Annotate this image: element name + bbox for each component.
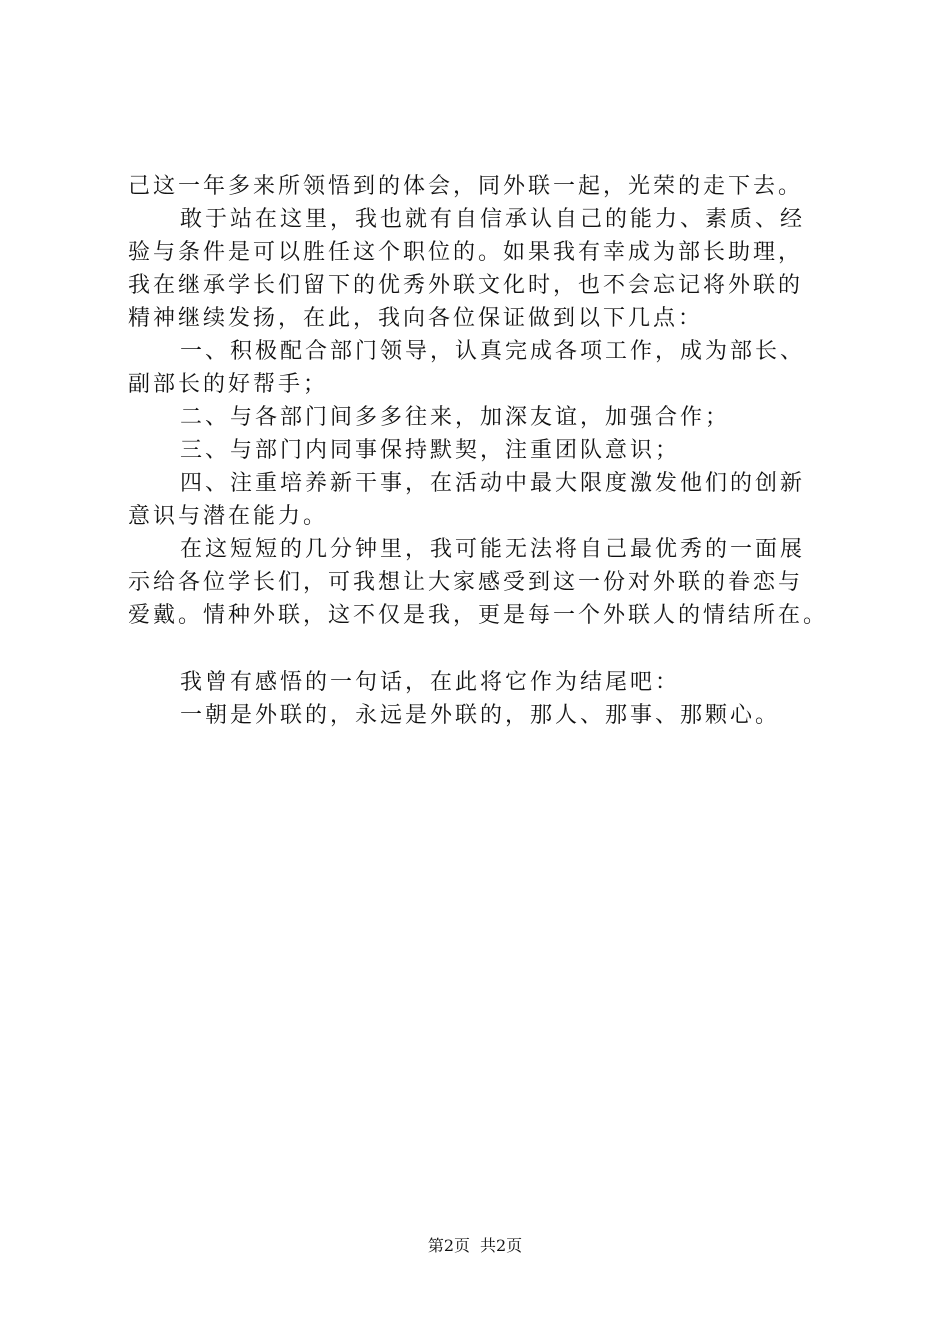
text-line: 我曾有感悟的一句话，在此将它作为结尾吧： — [180, 670, 681, 695]
text-line: 示给各位学长们，可我想让大家感受到这一份对外联的眷恋与 — [128, 570, 804, 595]
text-line: 一、积极配合部门领导，认真完成各项工作，成为部长、 — [180, 339, 806, 364]
text-line: 精神继续发扬，在此，我向各位保证做到以下几点： — [128, 306, 704, 331]
page-footer — [0, 1236, 950, 1256]
text-line: 在这短短的几分钟里，我可能无法将自己最优秀的一面展 — [180, 537, 806, 562]
text-line: 敢于站在这里，我也就有自信承认自己的能力、素质、经 — [180, 207, 806, 232]
text-line: 意识与潜在能力。 — [128, 504, 329, 529]
text-line: 我在继承学长们留下的优秀外联文化时，也不会忘记将外联的 — [128, 273, 804, 298]
text-line: 副部长的好帮手； — [128, 372, 329, 397]
document-body — [128, 170, 828, 732]
text-line: 三、与部门内同事保持默契，注重团队意识； — [180, 438, 681, 463]
text-line: 己这一年多来所领悟到的体会，同外联一起，光荣的走下去。 — [128, 174, 804, 199]
text-line: 二、与各部门间多多往来，加深友谊，加强合作； — [180, 405, 731, 430]
text-line: 爱戴。情种外联，这不仅是我，更是每一个外联人的情结所在。 — [128, 603, 829, 628]
paragraph-spacer — [128, 632, 828, 666]
text-line: 验与条件是可以胜任这个职位的。如果我有幸成为部长助理， — [128, 240, 804, 265]
page-number: 第2页 — [427, 1236, 470, 1255]
text-line: 一朝是外联的，永远是外联的，那人、那事、那颗心。 — [180, 703, 781, 728]
page-total: 共2页 — [480, 1236, 523, 1255]
text-line: 四、注重培养新干事，在活动中最大限度激发他们的创新 — [180, 471, 806, 496]
